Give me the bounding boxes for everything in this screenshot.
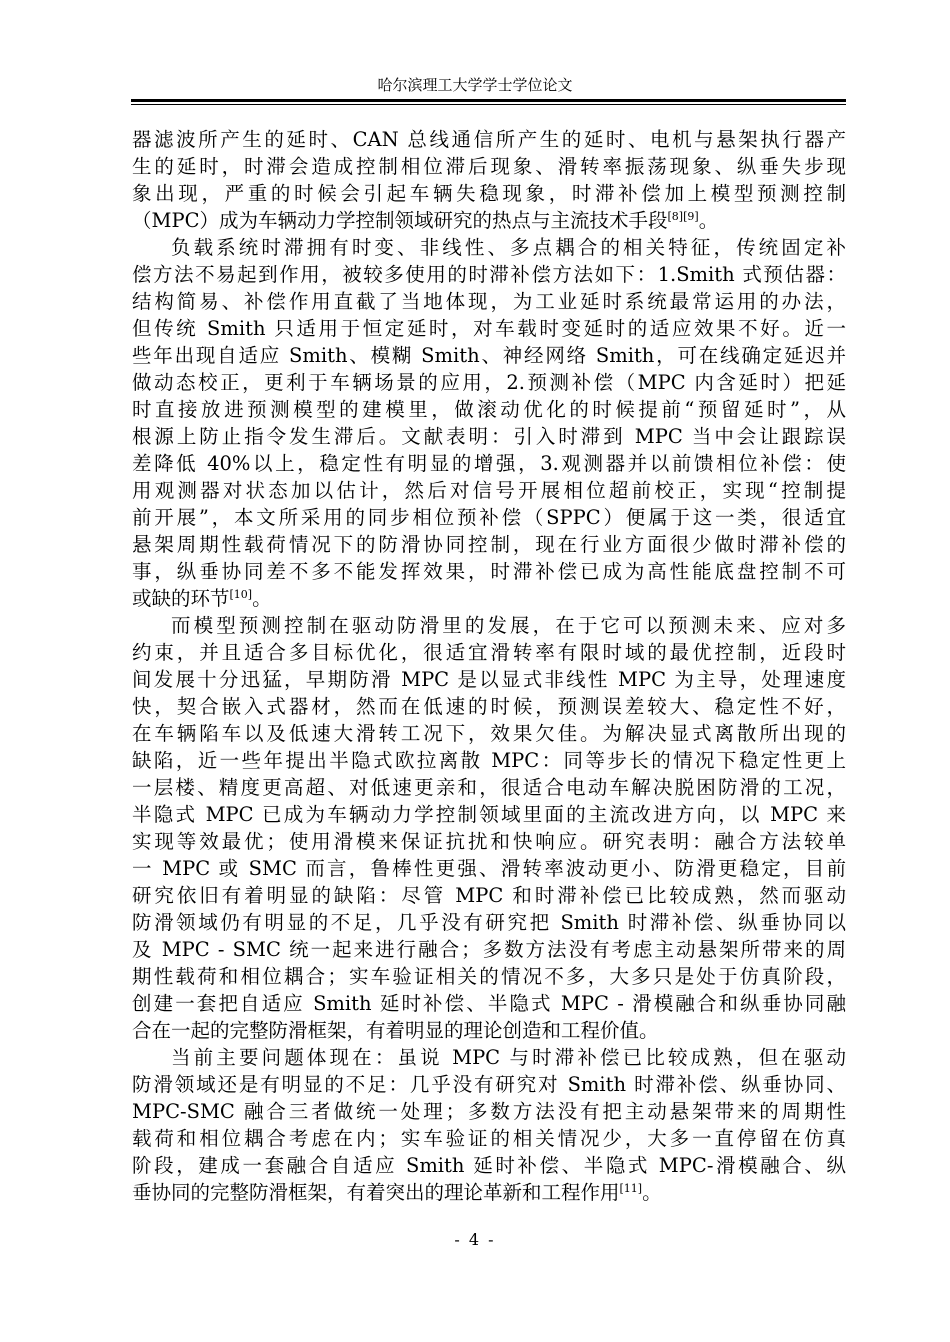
header-rule-thin xyxy=(131,104,846,105)
text-line: 垂协同的完整防滑框架，有着突出的理论革新和工程作用[11]。 xyxy=(132,1181,662,1204)
text-line: 半隐式 MPC 已成为车辆动力学控制领域里面的主流改进方向，以 MPC 来 xyxy=(132,803,846,826)
text-line: 器滤波所产生的延时、CAN 总线通信所产生的延时、电机与悬架执行器产 xyxy=(132,128,846,151)
text-line: 差降低 40%以上，稳定性有明显的增强，3.观测器并以前馈相位补偿：使 xyxy=(132,452,846,475)
text-line: 根源上防止指令发生滞后。文献表明：引入时滞到 MPC 当中会让跟踪误 xyxy=(132,425,846,448)
citation-ref: [11] xyxy=(619,1182,643,1195)
text-line: 一层楼、精度更高超、对低速更亲和，很适合电动车解决脱困防滑的工况， xyxy=(132,776,846,799)
text-line: MPC-SMC 融合三者做统一处理；多数方法没有把主动悬架带来的周期性 xyxy=(132,1100,846,1123)
header-rule xyxy=(131,99,846,102)
text-line: 创建一套把自适应 Smith 延时补偿、半隐式 MPC - 滑模融合和纵垂协同融 xyxy=(132,992,846,1015)
text-line: 悬架周期性载荷情况下的防滑协同控制，现在行业方面很少做时滞补偿的 xyxy=(132,533,846,556)
text-line: 期性载荷和相位耦合；实车验证相关的情况不多，大多只是处于仿真阶段， xyxy=(132,965,846,988)
citation-ref: [8][9] xyxy=(667,210,699,223)
text-line: （MPC）成为车辆动力学控制领域研究的热点与主流技术手段[8][9]。 xyxy=(132,209,719,232)
paragraph-first-line: 负载系统时滞拥有时变、非线性、多点耦合的相关特征，传统固定补 xyxy=(171,236,846,259)
text-line: 或缺的环节[10]。 xyxy=(132,587,272,610)
text-line: 在车辆陷车以及低速大滑转工况下，效果欠佳。为解决显式离散所出现的 xyxy=(132,722,846,745)
text-line: 时直接放进预测模型的建模里，做滚动优化的时候提前“预留延时”，从 xyxy=(132,398,846,421)
text-line: 约束，并且适合多目标优化，很适宜滑转率有限时域的最优控制，近段时 xyxy=(132,641,846,664)
running-header: 哈尔滨理工大学学士学位论文 xyxy=(377,76,573,94)
text-line: 做动态校正，更利于车辆场景的应用，2.预测补偿（MPC 内含延时）把延 xyxy=(132,371,846,394)
text-line: 用观测器对状态加以估计，然后对信号开展相位超前校正，实现“控制提 xyxy=(132,479,846,502)
text-line: 事，纵垂协同差不多不能发挥效果，时滞补偿已成为高性能底盘控制不可 xyxy=(132,560,846,583)
text-line: 间发展十分迅猛，早期防滑 MPC 是以显式非线性 MPC 为主导，处理速度 xyxy=(132,668,846,691)
text-line: 些年出现自适应 Smith、模糊 Smith、神经网络 Smith，可在线确定延迟并 xyxy=(132,344,846,367)
text-line: 象出现，严重的时候会引起车辆失稳现象，时滞补偿加上模型预测控制 xyxy=(132,182,846,205)
text-line: 但传统 Smith 只适用于恒定延时，对车载时变延时的适应效果不好。近一 xyxy=(132,317,846,340)
text-line: 载荷和相位耦合考虑在内；实车验证的相关情况少，大多一直停留在仿真 xyxy=(132,1127,846,1150)
text-line: 及 MPC - SMC 统一起来进行融合；多数方法没有考虑主动悬架所带来的周 xyxy=(132,938,846,961)
text-line: 阶段，建成一套融合自适应 Smith 延时补偿、半隐式 MPC-滑模融合、纵 xyxy=(132,1154,846,1177)
text-line: 快，契合嵌入式器材，然而在低速的时候，预测误差较大、稳定性不好， xyxy=(132,695,846,718)
text-line: 缺陷，近一些年提出半隐式欧拉离散 MPC：同等步长的情况下稳定性更上 xyxy=(132,749,846,772)
paragraph-first-line: 而模型预测控制在驱动防滑里的发展，在于它可以预测未来、应对多 xyxy=(171,614,846,637)
page-number: - 4 - xyxy=(454,1230,496,1249)
body-text xyxy=(132,126,846,1206)
text-line: 一 MPC 或 SMC 而言，鲁棒性更强、滑转率波动更小、防滑更稳定，目前 xyxy=(132,857,846,880)
text-line: 防滑领域仍有明显的不足，几乎没有研究把 Smith 时滞补偿、纵垂协同以 xyxy=(132,911,846,934)
text-line: 合在一起的完整防滑框架，有着明显的理论创造和工程价值。 xyxy=(132,1019,659,1042)
text-line: 偿方法不易起到作用，被较多使用的时滞补偿方法如下：1.Smith 式预估器： xyxy=(132,263,846,286)
citation-ref: [10] xyxy=(229,588,253,601)
paragraph-first-line: 当前主要问题体现在：虽说 MPC 与时滞补偿已比较成熟，但在驱动 xyxy=(171,1046,846,1069)
text-line: 实现等效最优；使用滑模来保证抗扰和快响应。研究表明：融合方法较单 xyxy=(132,830,846,853)
text-line: 研究依旧有着明显的缺陷：尽管 MPC 和时滞补偿已比较成熟，然而驱动 xyxy=(132,884,846,907)
text-line: 结构简易、补偿作用直截了当地体现，为工业延时系统最常运用的办法， xyxy=(132,290,846,313)
text-line: 生的延时，时滞会造成控制相位滞后现象、滑转率振荡现象、纵垂失步现 xyxy=(132,155,846,178)
text-line: 前开展”，本文所采用的同步相位预补偿（SPPC）便属于这一类，很适宜 xyxy=(132,506,846,529)
text-line: 防滑领域还是有明显的不足：几乎没有研究对 Smith 时滞补偿、纵垂协同、 xyxy=(132,1073,846,1096)
